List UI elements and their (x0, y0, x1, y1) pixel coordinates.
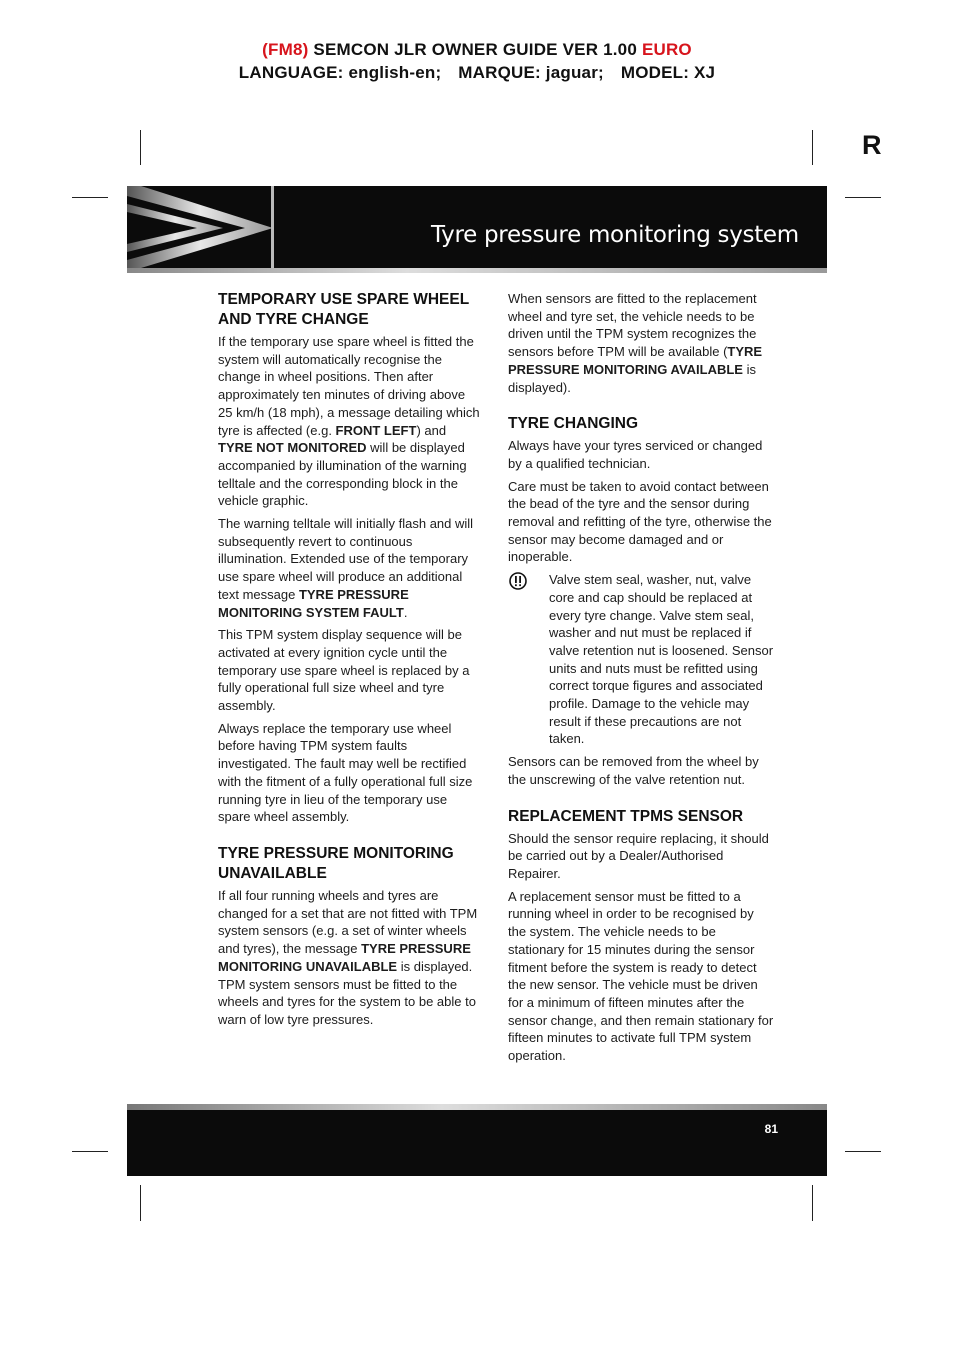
text-run: is displayed). (508, 361, 756, 395)
heading-tpm-unavailable: TYRE PRESSURE MONITORING UNAVAILABLE (218, 844, 454, 882)
paragraph (508, 290, 774, 396)
bold-term: FRONT LEFT (335, 422, 417, 438)
text-run: If the temporary use spare wheel is fitted the system will automatically recognise the change in wheel positions. Then after approximately ten minutes of driving above 25 km/h (18 mph), a message detailing which tyre is affected (e.g. (218, 334, 480, 438)
crop-mark (845, 197, 881, 198)
content-column-right (508, 290, 774, 1070)
paragraph (218, 333, 480, 510)
text-run: . (403, 604, 408, 620)
paragraph (218, 887, 480, 1029)
crop-mark (72, 197, 108, 198)
crop-mark (812, 130, 813, 165)
caution-icon (509, 572, 527, 590)
header-suffix: EURO (641, 40, 692, 59)
header-main: SEMCON JLR OWNER GUIDE VER 1.00 (313, 40, 637, 59)
content-column-left (218, 290, 480, 1034)
crop-mark (140, 130, 141, 165)
paragraph: Sensors can be removed from the wheel by the unscrewing of the valve retention nut. (508, 754, 759, 787)
paragraph: A replacement sensor must be fitted to a running wheel in order to be recognised by the system. The vehicle needs to be stationary for 15 minutes during the sensor fitment before the system is ready to detect the new sensor. The vehicle must be driven for a minimum of fifteen minutes after the sensor change, and then remain stationary for fifteen minutes to activate full TPM system operation. (508, 888, 774, 1064)
crop-mark (140, 1185, 141, 1221)
paragraph: Care must be taken to avoid contact between the bead of the tyre and the sensor during removal and refitting of the tyre, otherwise the sensor may become damaged and or inoperable. (508, 478, 772, 565)
header-language: LANGUAGE: english-en; (238, 63, 442, 82)
document-header-line2 (0, 63, 954, 83)
header-prefix: (FM8) (262, 40, 309, 59)
header-model: MODEL: XJ (620, 63, 716, 82)
paragraph: Always have your tyres serviced or changed by a qualified technician. (508, 438, 763, 471)
paragraph: This TPM system display sequence will be activated at every ignition cycle until the temporary use spare wheel is replaced by a fully operational full size wheel and tyre assembly. (218, 627, 470, 714)
caution-note (508, 571, 774, 748)
text-run: is displayed. TPM system sensors must be fitted to the wheels and tyres for the system to be able to warn of low tyre pressures. (218, 958, 476, 1027)
page-title: Tyre pressure monitoring system (431, 222, 799, 248)
bold-term: TYRE PRESSURE MONITORING SYSTEM FAULT (218, 586, 409, 620)
bold-term: TYRE PRESSURE MONITORING UNAVAILABLE (218, 941, 471, 974)
document-header-line1 (0, 40, 954, 60)
heading-replacement-sensor: REPLACEMENT TPMS SENSOR (508, 807, 744, 825)
footer-bar (127, 1110, 827, 1176)
crop-mark (72, 1151, 108, 1152)
bold-term: TYRE PRESSURE MONITORING AVAILABLE (508, 344, 763, 377)
text-run: ) and (416, 422, 447, 438)
banner-stripe (127, 268, 827, 273)
paragraph (218, 515, 480, 621)
paragraph: Should the sensor require replacing, it should be carried out by a Dealer/Authorised Repairer. (508, 830, 769, 881)
caution-text: Valve stem seal, washer, nut, valve core and cap should be replaced at every tyre change. Valve stem seal, washer and nut must be replaced if valve retention nut is loosened. Sensor units and nuts must be refitted using correct torque figures and associated profile. Damage to the vehicle may result if these precautions are not taken. (549, 572, 774, 747)
heading-temporary-spare: TEMPORARY USE SPARE WHEEL AND TYRE CHANGE (218, 291, 469, 328)
paragraph: Always replace the temporary use wheel before having TPM system faults investigated. The fault may well be rectified with the fitment of a fully operational full size running tyre in lieu of the temporary use spare wheel assembly. (218, 720, 473, 825)
page-number: 81 (764, 1122, 778, 1136)
bold-term: TYRE NOT MONITORED (218, 440, 367, 456)
heading-tyre-changing: TYRE CHANGING (508, 415, 639, 433)
text-run: will be displayed accompanied by illumination of the warning telltale and the corresponding block in the vehicle graphic. (218, 440, 467, 509)
crop-mark (812, 1185, 813, 1221)
text-run: The warning telltale will initially flash and will subsequently revert to continuous illumination. Extended use of the temporary use spare wheel will produce an additional text message (218, 516, 474, 602)
section-letter: R (862, 130, 882, 160)
header-marque: MARQUE: jaguar; (458, 63, 604, 82)
crop-mark (845, 1151, 881, 1152)
text-run: If all four running wheels and tyres are changed for a set that are not fitted with TPM system sensors (e.g. a set of winter wheels and tyres), the message (218, 887, 478, 957)
text-run: When sensors are fitted to the replacement wheel and tyre set, the vehicle needs to be driven until the TPM system recognizes the sensors before TPM will be available ( (508, 291, 757, 360)
chevron-graphic (127, 186, 274, 268)
